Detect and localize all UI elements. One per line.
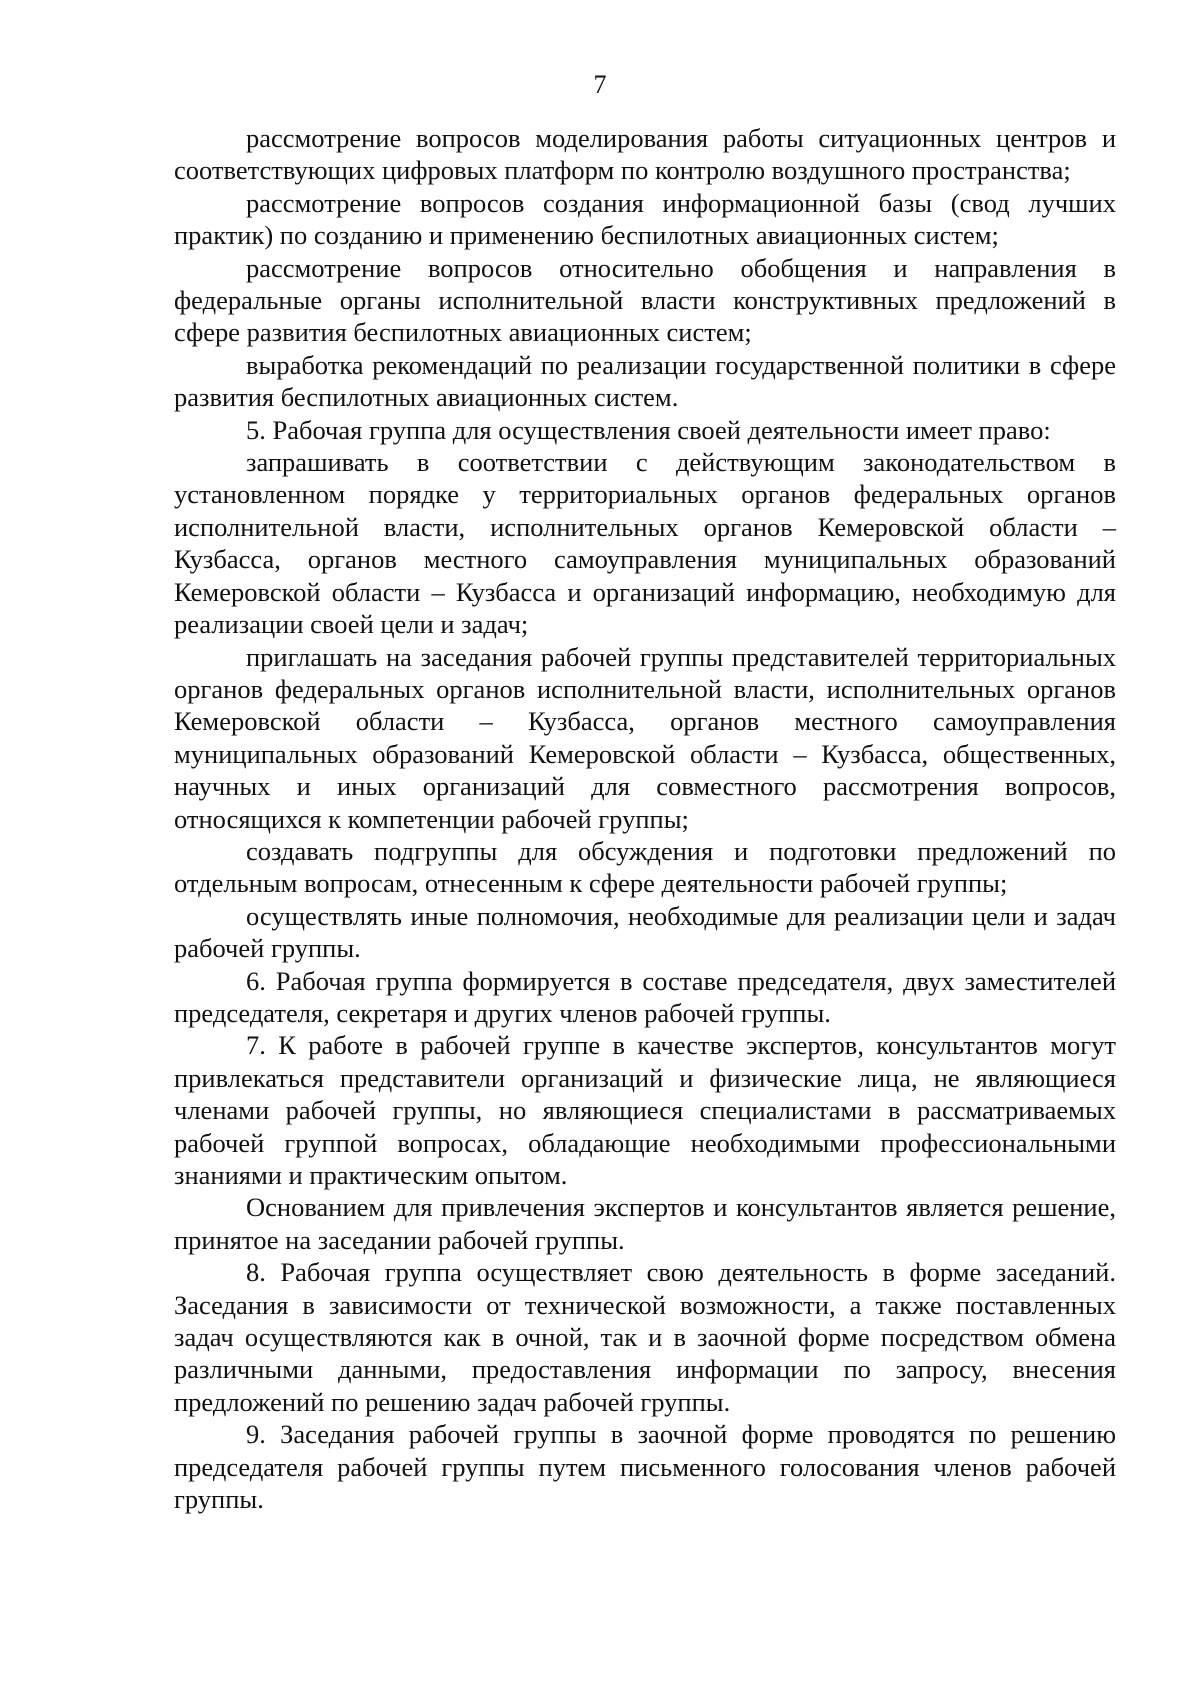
paragraph-item-7: 7. К работе в рабочей группе в качестве экспертов, консультантов могут привлекаться представители организаций и физические лица, не являющиеся членами рабочей группы, но являющиеся специалистами в рассматриваемых рабочей группой вопросах, обладающие необходимыми профессиональными знаниями и практическим опытом. [174, 1030, 1116, 1190]
paragraph: создавать подгруппы для обсуждения и подготовки предложений по отдельным вопросам, отнесенным к сфере деятельности рабочей группы; [174, 835, 1116, 899]
paragraph: запрашивать в соответствии с действующим законодательством в установленном порядке у территориальных органов федеральных органов исполнительной власти, исполнительных органов Кемеровской области – Кузбасса, органов местного самоуправления муниципальных образований Кемеровской области – Кузбасса и организаций информацию, необходимую для реализации своей цели и задач; [174, 447, 1116, 640]
paragraph-item-9: 9. Заседания рабочей группы в заочной форме проводятся по решению председателя рабочей группы путем письменного голосования членов рабочей группы. [174, 1419, 1116, 1515]
paragraph: выработка рекомендаций по реализации государственной политики в сфере развития беспилотных авиационных систем. [174, 349, 1116, 413]
paragraph: осуществлять иные полномочия, необходимые для реализации цели и задач рабочей группы. [174, 900, 1116, 964]
paragraph: рассмотрение вопросов моделирования работы ситуационных центров и соответствующих цифровых платформ по контролю воздушного пространства; [174, 123, 1116, 186]
paragraph: рассмотрение вопросов относительно обобщения и направления в федеральные органы исполнительной власти конструктивных предложений в сфере развития беспилотных авиационных систем; [174, 252, 1116, 348]
paragraph: рассмотрение вопросов создания информационной базы (свод лучших практик) по созданию и применению беспилотных авиационных систем; [174, 187, 1116, 251]
page-number: 7 [593, 70, 607, 99]
paragraph-item-8: 8. Рабочая группа осуществляет свою деятельность в форме заседаний. Заседания в зависимости от технической возможности, а также поставленных задач осуществляются как в очной, так и в заочной форме посредством обмена различными данными, предоставления информации по запросу, внесения предложений по решению задач рабочей группы. [174, 1257, 1116, 1417]
paragraph-item-6: 6. Рабочая группа формируется в составе председателя, двух заместителей председателя, секретаря и других членов рабочей группы. [174, 965, 1116, 1028]
paragraph-item-5: 5. Рабочая группа для осуществления своей деятельности имеет право: [246, 414, 1051, 445]
paragraph: Основанием для привлечения экспертов и консультантов является решение, принятое на заседании рабочей группы. [174, 1192, 1116, 1255]
paragraph: приглашать на заседания рабочей группы представителей территориальных органов федеральных органов исполнительной власти, исполнительных органов Кемеровской области – Кузбасса, органов местного самоуправления муниципальных образований Кемеровской области – Кузбасса, общественных, научных и иных организаций для совместного рассмотрения вопросов, относящихся к компетенции рабочей группы; [174, 641, 1116, 834]
document-body [174, 122, 1116, 1515]
